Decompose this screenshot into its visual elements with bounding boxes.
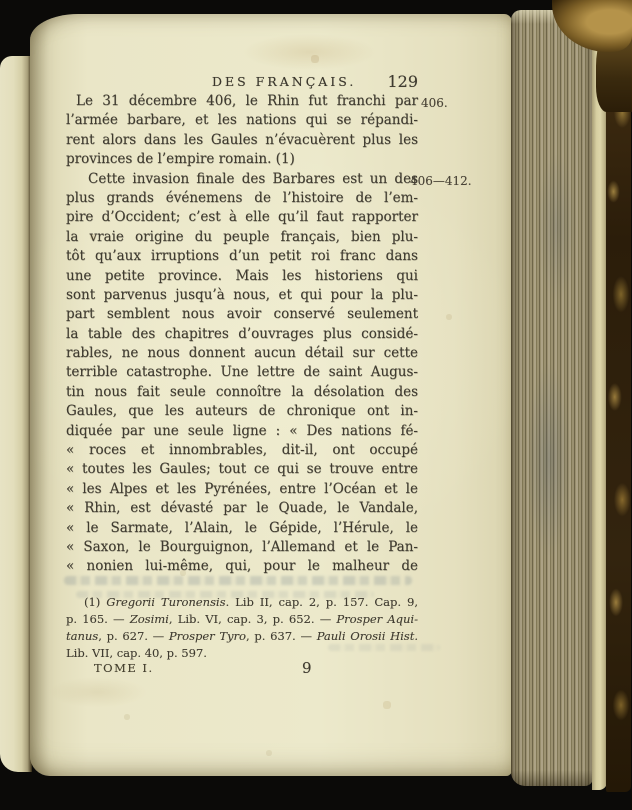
text-line: « le Sarmate, l’Alain, le Gépide, l’Hérule, le [66, 519, 418, 536]
margin-note-year: 406. [421, 96, 448, 110]
footnote [66, 594, 418, 662]
facing-page-edge [0, 56, 32, 772]
foxing-speckles [30, 14, 32, 16]
margin-note-year-range: 406—412. [410, 174, 472, 188]
volume-label: TOME I. [94, 661, 154, 675]
text-line: rent alors dans les Gaules n’évacuèrent plus les [66, 131, 418, 148]
text-line: « Saxon, le Bourguignon, l’Allemand et le Pan- [66, 538, 418, 555]
text-line: la table des chapitres d’ouvrages plus considé- [66, 325, 418, 342]
text-line: la vraie origine du peuple français, bien plu- [66, 228, 418, 245]
text-line: (1) Gregorii Turonensis. Lib II, cap. 2, p. 157. Cap. 9, [84, 595, 418, 609]
text-line: « Rhin, est dévasté par le Quade, le Vandale, [66, 500, 418, 517]
text-line: plus grands événemens de l’histoire de l’em- [66, 189, 418, 206]
text-line: « roces et innombrables, dit-il, ont occupé [66, 442, 418, 459]
text-line: provinces de l’empire romain. (1) [66, 151, 295, 168]
page-number: 129 [387, 72, 418, 91]
text-line: p. 165. — Zosimi, Lib. VI, cap. 3, p. 652. — Prosper Aqui- [66, 612, 418, 626]
show-through-smudge [64, 576, 412, 585]
text-line: tanus, p. 627. — Prosper Tyro, p. 637. — Pauli Orosii Hist. [66, 629, 418, 643]
text-line: Le 31 décembre 406, le Rhin fut franchi par [76, 93, 418, 109]
running-header [66, 72, 418, 92]
signature-mark: 9 [302, 659, 312, 677]
page-edge-strip [592, 12, 607, 790]
text-line: diquée par une seule ligne : « Des nations fé- [66, 422, 418, 439]
text-line: Lib. VII, cap. 40, p. 597. [66, 646, 207, 660]
running-title: DES FRANÇAIS. [212, 74, 357, 89]
text-line: Cette invasion finale des Barbares est un des [88, 170, 418, 187]
text-line: « nonien lui-même, qui, pour le malheur de [66, 558, 418, 575]
text-line: une petite province. Mais les historiens qui [66, 267, 418, 284]
text-line: sont parvenus jusqu’à nous, et qui pour la plu- [66, 286, 418, 303]
text-line: pire d’Occident; c’est à elle qu’il faut rapporter [66, 209, 418, 226]
text-line: terrible catastrophe. Une lettre de saint Augus- [66, 364, 418, 381]
text-line: part semblent nous avoir conservé seulement [66, 306, 418, 323]
body-text [66, 92, 418, 577]
fore-edge [511, 10, 593, 786]
text-line: rables, ne nous donnent aucun détail sur cette [66, 345, 418, 362]
page-footer [66, 659, 418, 679]
paragraph [66, 92, 418, 170]
text-line: l’armée barbare, et les nations qui se répandi- [66, 112, 418, 129]
text-line: « les Alpes et les Pyrénées, entre l’Océan et le [66, 480, 418, 497]
text-line: Gaules, que les auteurs de chronique ont in- [66, 403, 418, 420]
text-line: tin nous fait seule connoître la désolation des [66, 383, 418, 400]
text-line: tôt qu’aux irruptions d’un petit roi franc dans [66, 248, 418, 265]
paragraph [66, 170, 418, 577]
book-page [30, 14, 512, 776]
text-line: « toutes les Gaules; tout ce qui se trouve entre [66, 461, 418, 478]
marbled-board [606, 2, 631, 792]
